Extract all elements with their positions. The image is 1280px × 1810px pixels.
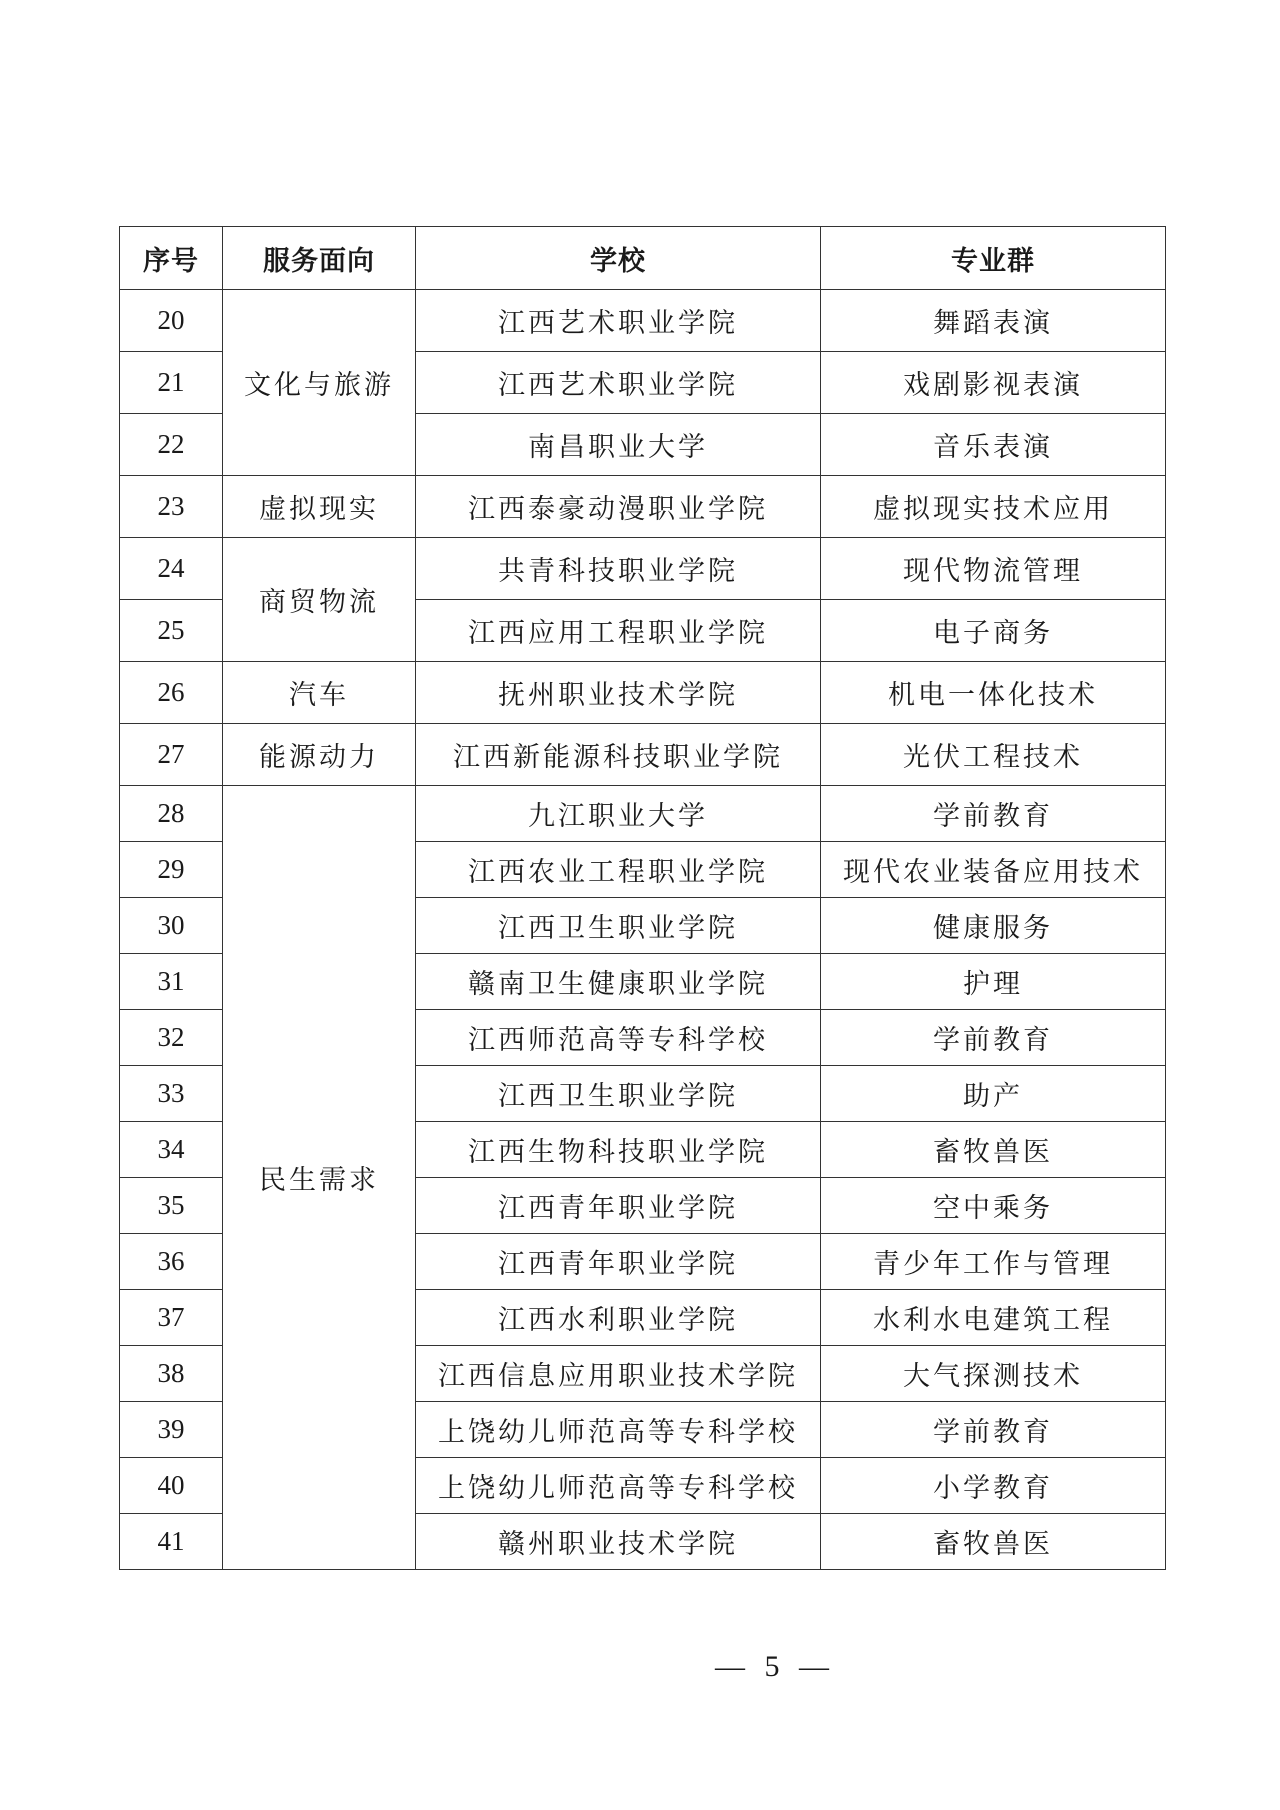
major-cell: 畜牧兽医 [821,1122,1166,1178]
school-cell: 江西泰豪动漫职业学院 [416,476,821,538]
major-cell: 学前教育 [821,1402,1166,1458]
table-row [120,724,1166,786]
row-number: 33 [120,1066,223,1122]
row-number: 29 [120,842,223,898]
major-cell: 水利水电建筑工程 [821,1290,1166,1346]
school-cell: 江西卫生职业学院 [416,898,821,954]
row-number: 39 [120,1402,223,1458]
row-number: 20 [120,290,223,352]
row-number: 27 [120,724,223,786]
row-number: 36 [120,1234,223,1290]
major-cell: 护理 [821,954,1166,1010]
service-group-energy: 能源动力 [223,724,416,786]
table-row [120,786,1166,842]
row-number: 35 [120,1178,223,1234]
major-cell: 戏剧影视表演 [821,352,1166,414]
service-group-culture: 文化与旅游 [223,290,416,476]
row-number: 30 [120,898,223,954]
header-number: 序号 [120,227,223,290]
school-cell: 上饶幼儿师范高等专科学校 [416,1458,821,1514]
row-number: 22 [120,414,223,476]
school-cell: 江西信息应用职业技术学院 [416,1346,821,1402]
row-number: 38 [120,1346,223,1402]
row-number: 28 [120,786,223,842]
service-group-trade: 商贸物流 [223,538,416,662]
row-number: 25 [120,600,223,662]
school-cell: 江西生物科技职业学院 [416,1122,821,1178]
row-number: 23 [120,476,223,538]
school-cell: 江西艺术职业学院 [416,352,821,414]
school-cell: 江西青年职业学院 [416,1178,821,1234]
school-cell: 上饶幼儿师范高等专科学校 [416,1402,821,1458]
school-cell: 江西新能源科技职业学院 [416,724,821,786]
major-cell: 助产 [821,1066,1166,1122]
major-cell: 健康服务 [821,898,1166,954]
major-cell: 光伏工程技术 [821,724,1166,786]
school-cell: 江西青年职业学院 [416,1234,821,1290]
header-school: 学校 [416,227,821,290]
row-number: 24 [120,538,223,600]
school-cell: 江西应用工程职业学院 [416,600,821,662]
major-cell: 虚拟现实技术应用 [821,476,1166,538]
row-number: 37 [120,1290,223,1346]
school-cell: 南昌职业大学 [416,414,821,476]
major-cell: 青少年工作与管理 [821,1234,1166,1290]
major-cell: 音乐表演 [821,414,1166,476]
school-cell: 九江职业大学 [416,786,821,842]
school-cell: 江西艺术职业学院 [416,290,821,352]
school-cell: 江西农业工程职业学院 [416,842,821,898]
major-cell: 畜牧兽医 [821,1514,1166,1570]
service-group-vr: 虚拟现实 [223,476,416,538]
major-cell: 小学教育 [821,1458,1166,1514]
school-major-table [119,226,1166,1570]
school-cell: 江西师范高等专科学校 [416,1010,821,1066]
row-number: 41 [120,1514,223,1570]
major-cell: 大气探测技术 [821,1346,1166,1402]
table-row [120,538,1166,600]
row-number: 34 [120,1122,223,1178]
major-cell: 空中乘务 [821,1178,1166,1234]
school-cell: 赣州职业技术学院 [416,1514,821,1570]
school-cell: 赣南卫生健康职业学院 [416,954,821,1010]
row-number: 40 [120,1458,223,1514]
major-cell: 电子商务 [821,600,1166,662]
row-number: 32 [120,1010,223,1066]
major-cell: 现代农业装备应用技术 [821,842,1166,898]
table-row [120,662,1166,724]
major-cell: 学前教育 [821,1010,1166,1066]
header-major: 专业群 [821,227,1166,290]
major-cell: 舞蹈表演 [821,290,1166,352]
service-group-livelihood: 民生需求 [223,786,416,1570]
table-header-row [120,227,1166,290]
table-row [120,476,1166,538]
page-number: — 5 — [715,1650,835,1683]
header-service: 服务面向 [223,227,416,290]
major-cell: 学前教育 [821,786,1166,842]
school-cell: 抚州职业技术学院 [416,662,821,724]
row-number: 21 [120,352,223,414]
school-cell: 江西水利职业学院 [416,1290,821,1346]
major-cell: 机电一体化技术 [821,662,1166,724]
school-cell: 共青科技职业学院 [416,538,821,600]
table-row [120,290,1166,352]
service-group-auto: 汽车 [223,662,416,724]
row-number: 26 [120,662,223,724]
major-cell: 现代物流管理 [821,538,1166,600]
row-number: 31 [120,954,223,1010]
school-cell: 江西卫生职业学院 [416,1066,821,1122]
